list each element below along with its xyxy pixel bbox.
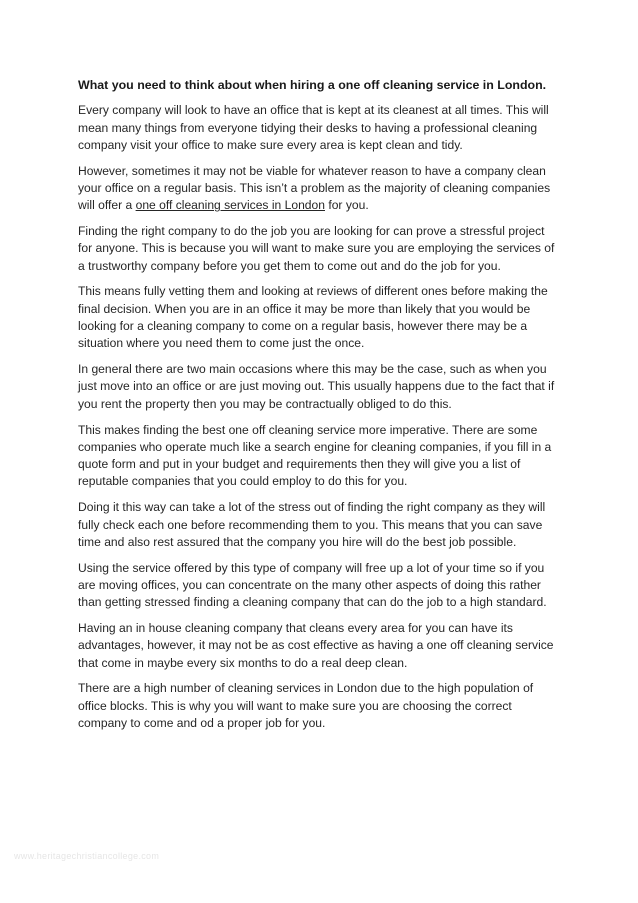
watermark: www.heritagechristiancollege.com bbox=[14, 851, 160, 861]
paragraph-7: Doing it this way can take a lot of the stress out of finding the right company as they will fully check each one before recommending them to you. This means that you can save time and also rest assured that the company you hire will do the best job possible. bbox=[78, 500, 546, 549]
article-body bbox=[78, 77, 560, 741]
paragraph-10: There are a high number of cleaning services in London due to the high population of office blocks. This is why you will want to make sure you are choosing the correct company to come and od a proper job for you. bbox=[78, 681, 534, 730]
article-title: What you need to think about when hiring a one off cleaning service in London. bbox=[78, 78, 547, 92]
paragraph-1: Every company will look to have an office that is kept at its cleanest at all times. This will mean many things from everyone tidying their desks to having a professional cleaning company visit your office to make sure every area is kept clean and tidy. bbox=[78, 103, 549, 152]
paragraph-6: This makes finding the best one off cleaning service more imperative. There are some companies who operate much like a search engine for cleaning companies, if you fill in a quote form and put in your budget and requirements then they will give you a list of reputable companies that you could employ to do this for you. bbox=[78, 422, 552, 489]
cleaning-services-link[interactable]: one off cleaning services in London bbox=[135, 198, 325, 213]
paragraph-5: In general there are two main occasions where this may be the case, such as when you just move into an office or are just moving out. This usually happens due to the fact that if you rent the property then you may be contractually obliged to do this. bbox=[78, 362, 555, 411]
paragraph-9: Having an in house cleaning company that cleans every area for you can have its advantages, however, it may not be as cost effective as having a one off cleaning service that come in maybe every six months to do a real deep clean. bbox=[78, 621, 554, 670]
paragraph-8: Using the service offered by this type of company will free up a lot of your time so if you are moving offices, you can concentrate on the many other aspects of doing this rather than getting stressed finding a cleaning company that can do the job to a high standard. bbox=[78, 560, 547, 610]
paragraph-3: Finding the right company to do the job you are looking for can prove a stressful project for anyone. This is because you will want to make sure you are employing the services of a trustworthy company before you get them to come out and do the job for you. bbox=[78, 224, 555, 273]
paragraph-2-text-end: for you. bbox=[324, 198, 369, 213]
paragraph-2 bbox=[78, 163, 560, 215]
paragraph-2-text-start: However, sometimes it may not be viable for whatever reason to have a company clean your office on a regular basis. This isn’t a problem as the majority of cleaning companies will offer a bbox=[78, 163, 551, 213]
paragraph-4: This means fully vetting them and looking at reviews of different ones before making the final decision. When you are in an office it may be more than likely that you would be looking for a cleaning company to come on a regular basis, however there may be a situation where you need them to come just the once. bbox=[78, 284, 548, 351]
